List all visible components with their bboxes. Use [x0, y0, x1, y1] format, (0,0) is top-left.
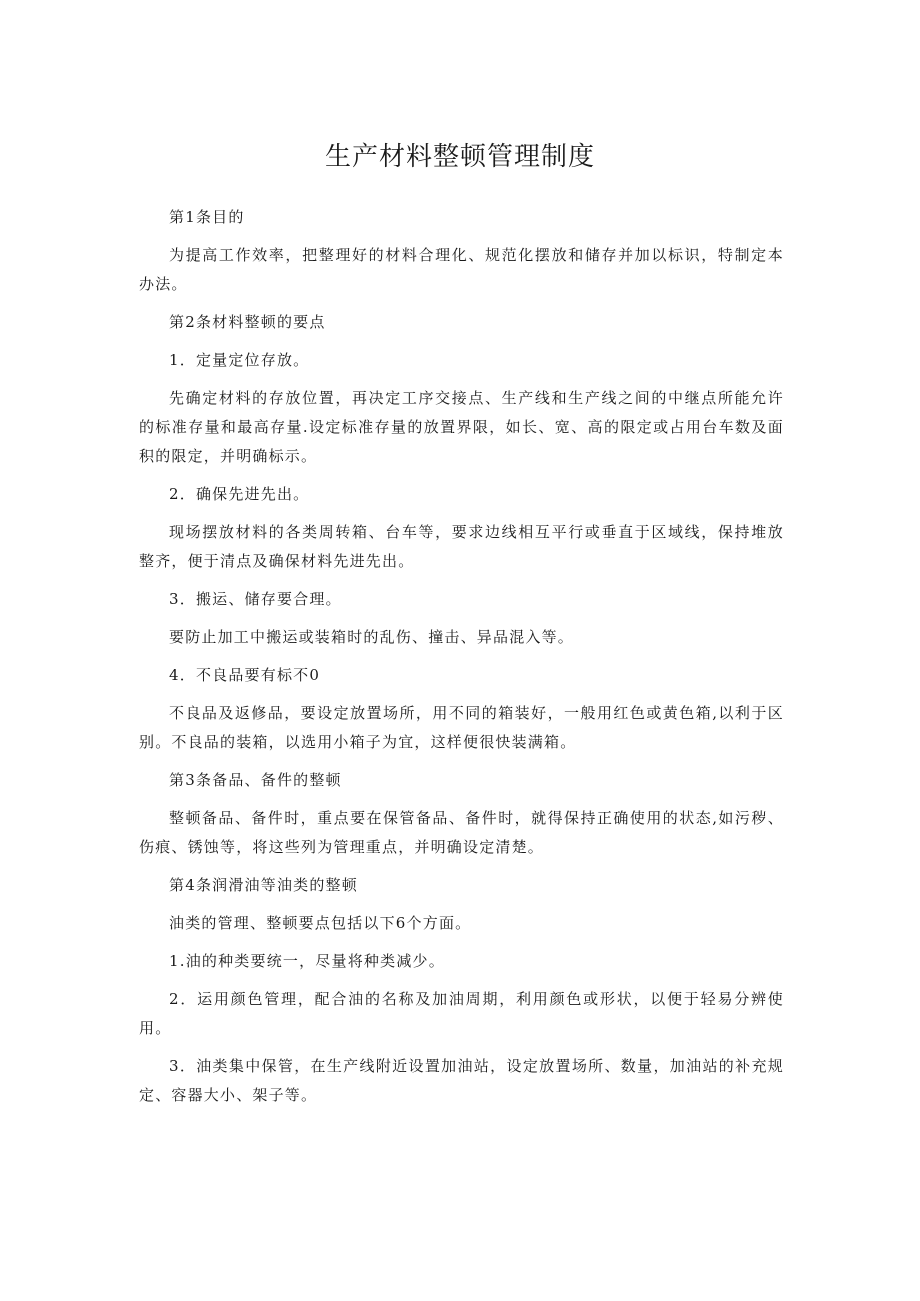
list-item: 3．搬运、储存要合理。	[169, 590, 342, 608]
paragraph: 油类的管理、整顿要点包括以下6个方面。	[169, 914, 472, 932]
paragraph: 整顿备品、备件时，重点要在保管备品、备件时，就得保持正确使用的状态,如污秽、伤痕、锈蚀等，将这些列为管理重点，并明确设定清楚。	[139, 809, 784, 856]
paragraph: 先确定材料的存放位置，再决定工序交接点、生产线和生产线之间的中继点所能允许的标准存量和最高存量.设定标准存量的放置界限，如长、宽、高的限定或占用台车数及面积的限定，并明确标示。	[139, 389, 784, 465]
paragraph-article-1-heading: 第1条目的	[169, 208, 245, 226]
paragraph: 要防止加工中搬运或装箱时的乱伤、撞击、异品混入等。	[169, 628, 575, 646]
paragraph-article-4-heading: 第4条润滑油等油类的整顿	[169, 876, 358, 894]
paragraph: 现场摆放材料的各类周转箱、台车等，要求边线相互平行或垂直于区域线，保持堆放整齐，便于清点及确保材料先进先出。	[139, 523, 784, 570]
paragraph: 为提高工作效率，把整理好的材料合理化、规范化摆放和储存并加以标识，特制定本办法。	[139, 246, 784, 293]
list-item: 2．确保先进先出。	[169, 485, 310, 503]
list-item: 4．不良品要有标不0	[169, 666, 321, 684]
list-item: 1．定量定位存放。	[169, 351, 310, 369]
document-title: 生产材料整顿管理制度	[324, 142, 595, 172]
document-body	[139, 203, 784, 1119]
list-item: 3．油类集中保管，在生产线附近设置加油站，设定放置场所、数量，加油站的补充规定、容器大小、架子等。	[139, 1057, 784, 1104]
paragraph-article-3-heading: 第3条备品、备件的整顿	[169, 771, 342, 789]
list-item: 1.油的种类要统一，尽量将种类减少。	[169, 952, 445, 970]
list-item: 2．运用颜色管理，配合油的名称及加油周期，利用颜色或形状，以便于轻易分辨使用。	[139, 990, 784, 1037]
paragraph-article-2-heading: 第2条材料整顿的要点	[169, 313, 326, 331]
paragraph: 不良品及返修品，要设定放置场所，用不同的箱装好，一般用红色或黄色箱,以利于区别。不良品的装箱，以选用小箱子为宜，这样便很快装满箱。	[139, 704, 784, 751]
